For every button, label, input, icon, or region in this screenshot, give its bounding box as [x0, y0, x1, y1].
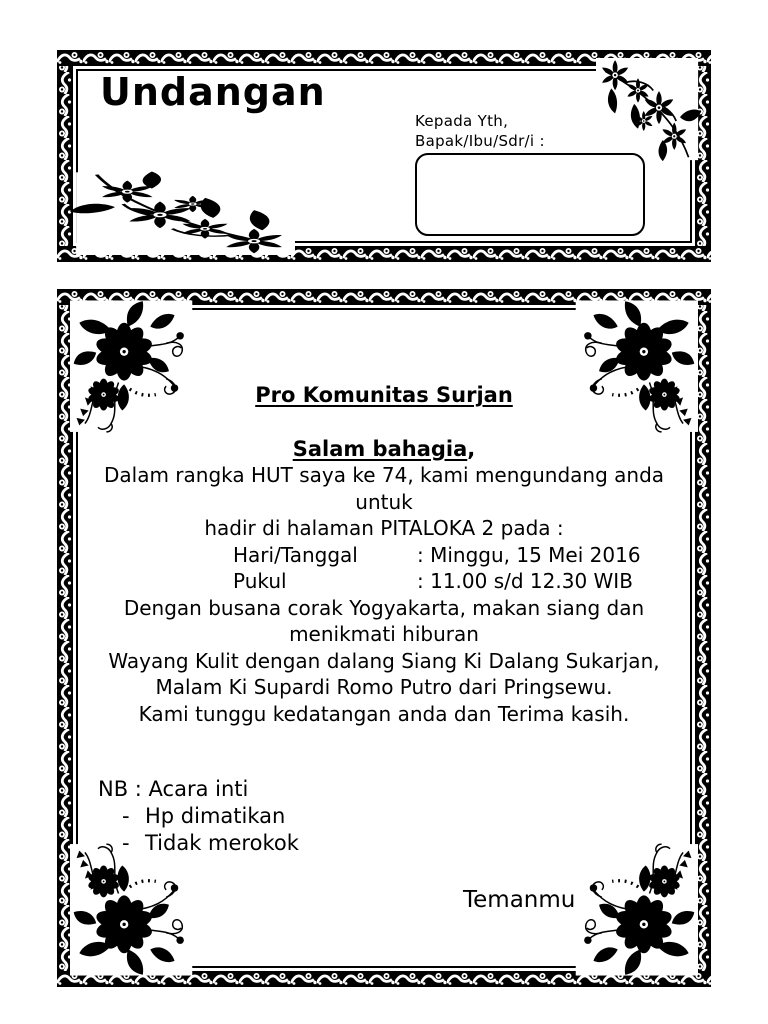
recipient-label-line1: Kepada Yth,	[415, 112, 509, 130]
envelope-content	[57, 50, 711, 262]
detail-row	[57, 568, 711, 595]
info-line: menikmati hiburan	[289, 622, 479, 646]
recipient-name-box	[415, 153, 645, 236]
nb-item-text: Tidak merokok	[145, 831, 299, 855]
envelope-card	[57, 50, 711, 262]
nb-bullet: -	[122, 831, 130, 855]
salutation	[57, 436, 711, 463]
salutation-suffix: ,	[467, 436, 476, 461]
detail-row	[57, 542, 711, 569]
detail-label: Pukul	[233, 569, 287, 593]
card-heading	[57, 382, 711, 409]
info-line: Malam Ki Supardi Romo Putro dari Pringsewu.	[155, 675, 613, 699]
envelope-title: Undangan	[100, 70, 326, 114]
recipient-label-line2: Bapak/Ibu/Sdr/i :	[415, 131, 545, 150]
detail-value: : 11.00 s/d 12.30 WIB	[417, 569, 633, 593]
info-line: Wayang Kulit dengan dalang Siang Ki Dalang Sukarjan,	[108, 648, 660, 673]
info-line: Kami tunggu kedatangan anda dan Terima kasih.	[138, 701, 630, 726]
invitation-card	[57, 289, 711, 987]
nb-title: NB : Acara inti	[98, 777, 249, 801]
invitation-body	[57, 289, 711, 987]
recipient-label	[415, 112, 545, 151]
nb-item	[98, 803, 711, 830]
detail-label: Hari/Tanggal	[233, 542, 358, 567]
nb-item-text: Hp dimatikan	[145, 804, 286, 828]
detail-value: : Minggu, 15 Mei 2016	[417, 542, 641, 567]
signature: Temanmu	[463, 887, 576, 913]
intro-line: untuk	[355, 489, 413, 514]
salutation-text: Salam bahagia	[292, 436, 468, 461]
nb-block	[57, 776, 711, 857]
card-heading-text: Pro Komunitas Surjan	[255, 383, 513, 407]
nb-item	[98, 830, 711, 857]
intro-line: hadir di halaman PITALOKA 2 pada :	[204, 516, 564, 540]
info-line: Dengan busana corak Yogyakarta, makan siang dan	[123, 595, 645, 620]
intro-line: Dalam rangka HUT saya ke 74, kami mengundang anda	[103, 463, 665, 487]
nb-bullet: -	[122, 804, 130, 828]
